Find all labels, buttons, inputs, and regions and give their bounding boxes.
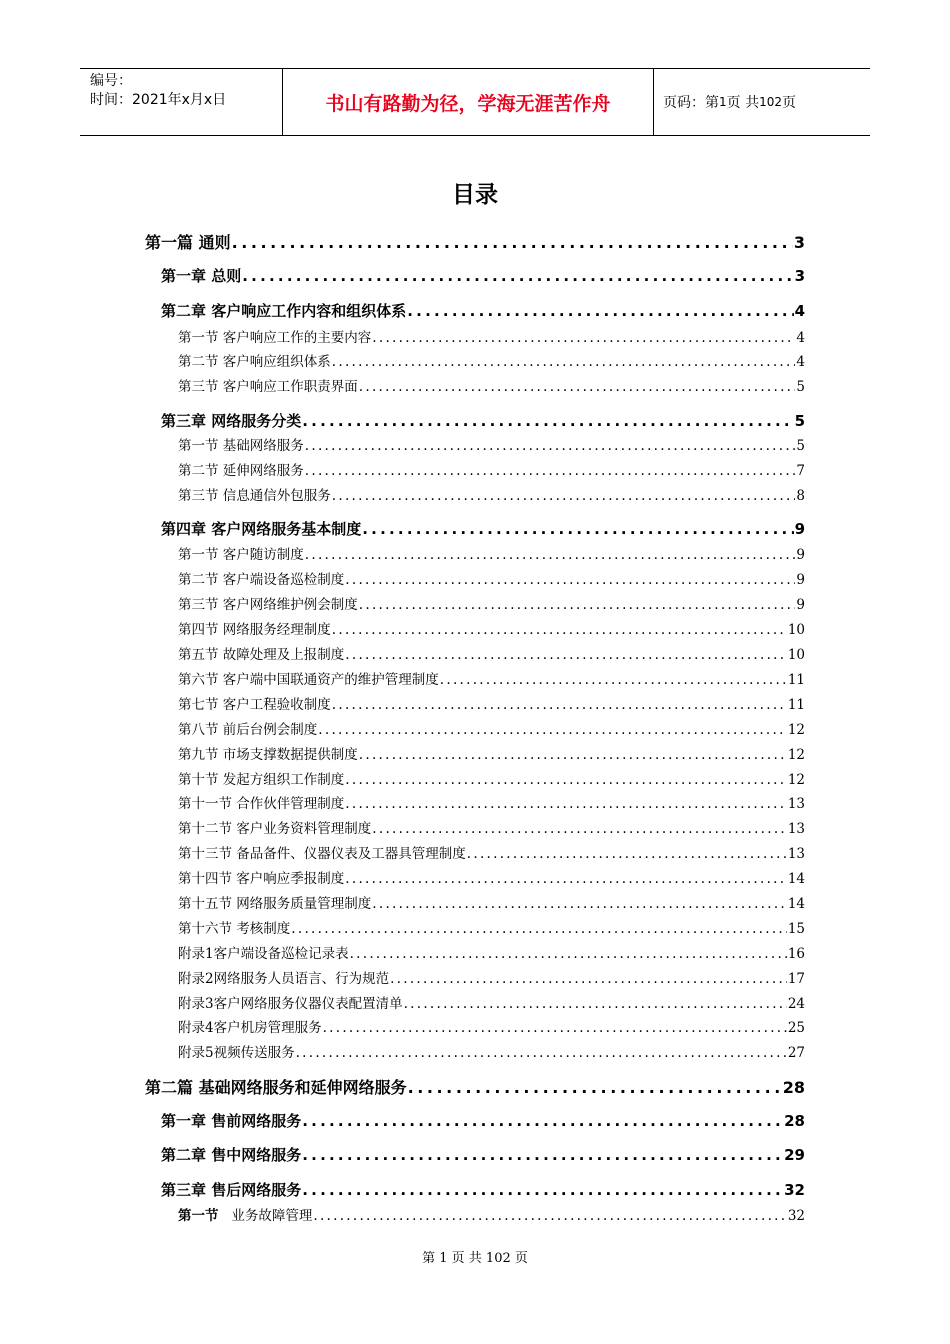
toc-entry-page: 11 — [787, 672, 805, 688]
toc-entry-level1[interactable] — [145, 230, 805, 253]
toc-entry-label: 第一节 客户响应工作的主要内容 — [178, 330, 372, 346]
toc-entry-label: 第二篇 基础网络服务和延伸网络服务 — [145, 1078, 407, 1097]
toc-dot-leader — [305, 438, 796, 454]
time-label: 时间：2021年x月x日 — [90, 92, 227, 108]
toc-entry-label: 第四节 网络服务经理制度 — [178, 622, 331, 638]
toc-entry-level3[interactable] — [178, 967, 805, 987]
toc-entry-page: 29 — [784, 1146, 805, 1164]
toc-entry-level3[interactable] — [178, 593, 805, 613]
toc-dot-leader — [323, 1020, 787, 1036]
toc-entry-label: 第十五节 网络服务质量管理制度 — [178, 896, 372, 912]
toc-dot-leader — [359, 597, 796, 613]
toc-entry-label-text: 业务故障管理 — [218, 1208, 313, 1224]
toc-entry-label: 第二章 售中网络服务 — [161, 1146, 302, 1164]
toc-dot-leader — [345, 647, 787, 663]
toc-entry-page: 28 — [784, 1112, 805, 1130]
toc-entry-label: 附录1客户端设备巡检记录表 — [178, 946, 349, 962]
toc-dot-leader — [390, 971, 787, 987]
page-suffix: 页 — [782, 95, 796, 111]
toc-entry-level2[interactable] — [161, 410, 805, 431]
toc-dot-leader — [359, 747, 787, 763]
toc-entry-level3[interactable] — [178, 643, 805, 663]
toc-entry-page: 5 — [796, 379, 805, 395]
toc-entry-label: 第一节 客户随访制度 — [178, 547, 304, 563]
toc-dot-leader — [362, 520, 793, 538]
toc-entry-page: 24 — [787, 996, 805, 1012]
toc-entry-label: 第二节 延伸网络服务 — [178, 463, 304, 479]
toc-dot-leader — [345, 772, 787, 788]
toc-dot-leader — [332, 697, 787, 713]
toc-entry-level3[interactable] — [178, 867, 805, 887]
toc-dot-leader — [242, 267, 793, 285]
toc-entry-label: 第一章 售前网络服务 — [161, 1112, 302, 1130]
toc-entry-level2[interactable] — [161, 300, 805, 321]
toc-entry-label: 第二节 客户端设备巡检制度 — [178, 572, 345, 588]
toc-dot-leader — [372, 330, 795, 346]
toc-entry-page: 4 — [796, 354, 805, 370]
toc-entry-page: 16 — [787, 946, 805, 962]
toc-dot-leader — [372, 896, 787, 912]
toc-entry-page: 13 — [787, 846, 805, 862]
toc-entry-label — [178, 1204, 312, 1224]
toc-entry-level3[interactable] — [178, 484, 805, 504]
toc-dot-leader — [332, 354, 796, 370]
toc-entry-level3[interactable] — [178, 568, 805, 588]
toc-entry-label: 第五节 故障处理及上报制度 — [178, 647, 345, 663]
toc-entry-level3[interactable] — [178, 350, 805, 370]
toc-entry-level3[interactable] — [178, 743, 805, 763]
toc-dot-leader — [345, 871, 787, 887]
toc-entry-label: 第十节 发起方组织工作制度 — [178, 772, 345, 788]
toc-entry-label: 附录2网络服务人员语言、行为规范 — [178, 971, 390, 987]
toc-entry-label: 第三节 客户响应工作职责界面 — [178, 379, 358, 395]
toc-entry-level3[interactable] — [178, 817, 805, 837]
toc-dot-leader — [345, 572, 795, 588]
toc-entry-level3[interactable] — [178, 892, 805, 912]
toc-dot-leader — [345, 796, 787, 812]
toc-entry-label-number: 第一节 — [178, 1208, 219, 1224]
toc-entry-page: 32 — [787, 1208, 805, 1224]
toc-entry-level1[interactable] — [145, 1075, 805, 1098]
toc-entry-page: 10 — [787, 647, 805, 663]
toc-entry-page: 25 — [787, 1020, 805, 1036]
toc-entry-level3[interactable] — [178, 543, 805, 563]
toc-entry-label: 第三节 信息通信外包服务 — [178, 488, 331, 504]
toc-entry-page: 5 — [794, 412, 805, 430]
toc-entry-page: 9 — [796, 597, 805, 613]
toc-entry-page: 15 — [787, 921, 805, 937]
toc-entry-level3[interactable] — [178, 718, 805, 738]
header-motto: 书山有路勤为径，学海无涯苦作舟 — [282, 69, 654, 135]
toc-entry-page: 8 — [796, 488, 805, 504]
toc-entry-label: 附录5视频传送服务 — [178, 1045, 295, 1061]
toc-dot-leader — [302, 1181, 783, 1199]
toc-entry-label: 第二章 客户响应工作内容和组织体系 — [161, 302, 407, 320]
toc-entry-page: 4 — [796, 330, 805, 346]
toc-entry-page: 12 — [787, 772, 805, 788]
toc-entry-label: 第八节 前后台例会制度 — [178, 722, 318, 738]
toc-entry-label: 第一篇 通则 — [145, 233, 231, 252]
toc-entry-page: 3 — [794, 267, 805, 285]
toc-entry-label: 第二节 客户响应组织体系 — [178, 354, 331, 370]
toc-dot-leader — [332, 488, 796, 504]
toc-entry-level3[interactable] — [178, 942, 805, 962]
toc-entry-page: 13 — [787, 821, 805, 837]
toc-entry-level3[interactable] — [178, 917, 805, 937]
toc-entry-label: 第七节 客户工程验收制度 — [178, 697, 331, 713]
toc-entry-label: 第三节 客户网络维护例会制度 — [178, 597, 358, 613]
toc-dot-leader — [408, 1078, 782, 1097]
toc-entry-page: 17 — [787, 971, 805, 987]
toc-dot-leader — [305, 463, 796, 479]
toc-entry-page: 11 — [787, 697, 805, 713]
page-total: 102 — [759, 95, 782, 109]
toc-dot-leader — [296, 1045, 787, 1061]
toc-entry-level3[interactable] — [178, 434, 805, 454]
toc-entry-level3[interactable] — [178, 375, 805, 395]
toc-entry-label: 第三章 售后网络服务 — [161, 1181, 302, 1199]
toc-entry-page: 9 — [794, 520, 805, 538]
toc-entry-level3[interactable] — [178, 792, 805, 812]
toc-entry-level3[interactable] — [178, 618, 805, 638]
toc-entry-level3[interactable] — [178, 1204, 805, 1224]
toc-dot-leader — [404, 996, 787, 1012]
toc-entry-page: 13 — [787, 796, 805, 812]
toc-dot-leader — [302, 412, 793, 430]
toc-entry-page: 14 — [787, 871, 805, 887]
toc-entry-page: 12 — [787, 722, 805, 738]
toc-entry-label: 第六节 客户端中国联通资产的维护管理制度 — [178, 672, 439, 688]
toc-entry-label: 第三章 网络服务分类 — [161, 412, 302, 430]
number-label: 编号： — [90, 73, 132, 89]
toc-dot-leader — [350, 946, 787, 962]
toc-entry-level3[interactable] — [178, 326, 805, 346]
toc-dot-leader — [318, 722, 787, 738]
toc-entry-page: 4 — [794, 302, 805, 320]
toc-entry-page: 5 — [796, 438, 805, 454]
toc-entry-page: 14 — [787, 896, 805, 912]
toc-entry-page: 9 — [796, 547, 805, 563]
toc-entry-level3[interactable] — [178, 693, 805, 713]
toc-entry-page: 3 — [793, 233, 805, 252]
toc-entry-level3[interactable] — [178, 1041, 805, 1061]
toc-entry-label: 第十六节 考核制度 — [178, 921, 291, 937]
toc-dot-leader — [332, 622, 787, 638]
toc-entry-level2[interactable] — [161, 265, 805, 286]
toc-entry-page: 10 — [787, 622, 805, 638]
toc-entry-label: 第十三节 备品备件、仪器仪表及工器具管理制度 — [178, 846, 466, 862]
toc-entry-label: 第十一节 合作伙伴管理制度 — [178, 796, 345, 812]
toc-entry-label: 第十二节 客户业务资料管理制度 — [178, 821, 372, 837]
toc-entry-page: 27 — [787, 1045, 805, 1061]
toc-entry-level3[interactable] — [178, 992, 805, 1012]
toc-entry-page: 12 — [787, 747, 805, 763]
header-page-info — [654, 69, 870, 135]
toc-dot-leader — [291, 921, 787, 937]
toc-entry-page: 7 — [796, 463, 805, 479]
toc-entry-level2[interactable] — [161, 1110, 805, 1131]
toc-dot-leader — [232, 233, 793, 252]
toc-entry-level3[interactable] — [178, 668, 805, 688]
page-footer: 第 1 页 共 102 页 — [422, 1251, 528, 1266]
document-header — [80, 68, 870, 136]
toc-entry-label: 第一章 总则 — [161, 267, 242, 285]
toc-entry-page: 28 — [782, 1078, 805, 1097]
toc-entry-label: 附录3客户网络服务仪器仪表配置清单 — [178, 996, 403, 1012]
toc-entry-label: 第一节 基础网络服务 — [178, 438, 304, 454]
toc-title: 目录 — [452, 182, 498, 208]
toc-entry-label: 第九节 市场支撑数据提供制度 — [178, 747, 358, 763]
toc-dot-leader — [359, 379, 796, 395]
toc-dot-leader — [440, 672, 787, 688]
toc-dot-leader — [407, 302, 793, 320]
page-prefix: 页码：第 — [663, 95, 719, 111]
toc-entry-page: 32 — [784, 1181, 805, 1199]
toc-entry-level2[interactable] — [161, 518, 805, 539]
page-current: 1 — [719, 95, 727, 109]
toc-dot-leader — [467, 846, 787, 862]
toc-dot-leader — [372, 821, 787, 837]
toc-entry-level2[interactable] — [161, 1144, 805, 1165]
toc-entry-label: 第十四节 客户响应季报制度 — [178, 871, 345, 887]
header-meta-cell — [80, 69, 282, 135]
toc-dot-leader — [313, 1208, 786, 1224]
toc-dot-leader — [302, 1112, 783, 1130]
page-mid: 页 共 — [726, 95, 760, 111]
toc-entry-level3[interactable] — [178, 459, 805, 479]
toc-entry-level2[interactable] — [161, 1179, 805, 1200]
toc-entry-level3[interactable] — [178, 1016, 805, 1036]
toc-entry-label: 第四章 客户网络服务基本制度 — [161, 520, 362, 538]
toc-dot-leader — [302, 1146, 783, 1164]
toc-entry-level3[interactable] — [178, 842, 805, 862]
toc-entry-level3[interactable] — [178, 768, 805, 788]
toc-entry-page: 9 — [796, 572, 805, 588]
toc-dot-leader — [305, 547, 796, 563]
toc-entry-label: 附录4客户机房管理服务 — [178, 1020, 322, 1036]
